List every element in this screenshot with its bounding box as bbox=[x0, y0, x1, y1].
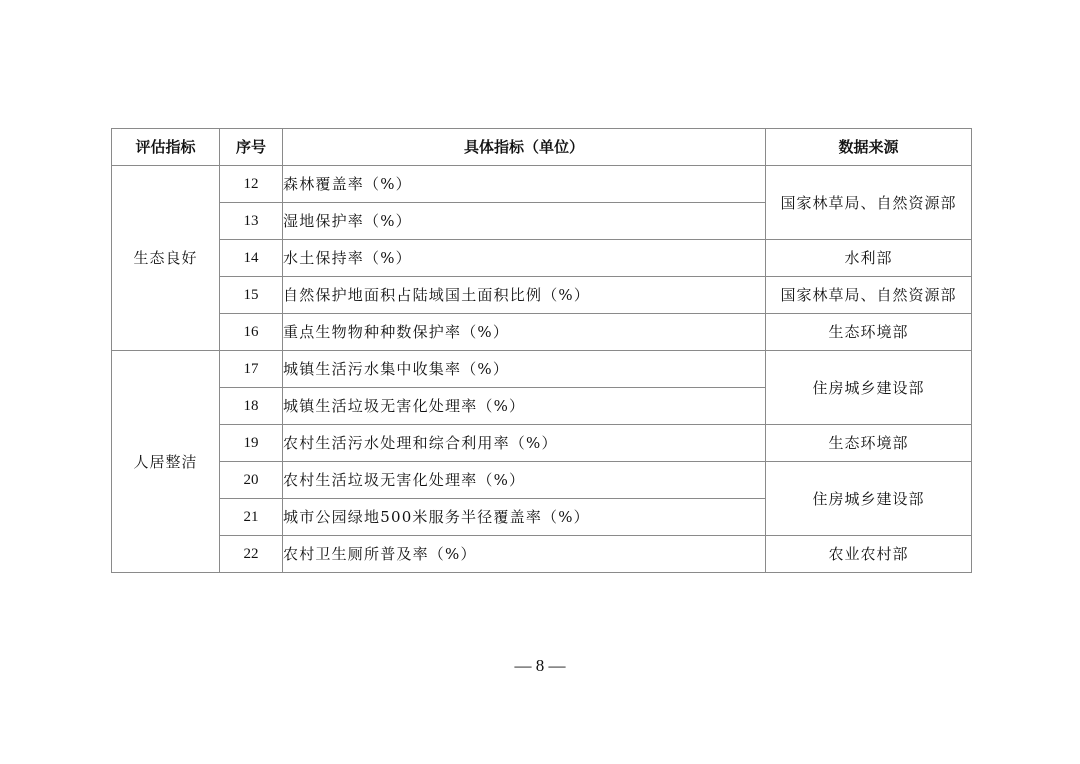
indicator-table bbox=[111, 128, 972, 573]
table-row bbox=[112, 277, 972, 314]
table-row bbox=[112, 536, 972, 573]
table-header-row bbox=[112, 129, 972, 166]
table-row bbox=[112, 314, 972, 351]
header-source: 数据来源 bbox=[766, 129, 972, 166]
indicator-cell: 城市公园绿地500米服务半径覆盖率（%） bbox=[283, 499, 766, 536]
indicator-cell: 重点生物物种种数保护率（%） bbox=[283, 314, 766, 351]
row-number: 13 bbox=[220, 203, 283, 240]
row-number: 19 bbox=[220, 425, 283, 462]
category-cell: 人居整洁 bbox=[112, 351, 220, 573]
indicator-cell: 农村卫生厕所普及率（%） bbox=[283, 536, 766, 573]
row-number: 12 bbox=[220, 166, 283, 203]
source-cell: 国家林草局、自然资源部 bbox=[766, 166, 972, 240]
indicator-cell: 农村生活垃圾无害化处理率（%） bbox=[283, 462, 766, 499]
row-number: 21 bbox=[220, 499, 283, 536]
table-row bbox=[112, 425, 972, 462]
row-number: 20 bbox=[220, 462, 283, 499]
indicator-cell: 自然保护地面积占陆域国土面积比例（%） bbox=[283, 277, 766, 314]
indicator-cell: 农村生活污水处理和综合利用率（%） bbox=[283, 425, 766, 462]
source-cell: 生态环境部 bbox=[766, 425, 972, 462]
source-cell: 水利部 bbox=[766, 240, 972, 277]
table-row bbox=[112, 351, 972, 388]
source-cell: 国家林草局、自然资源部 bbox=[766, 277, 972, 314]
table-row bbox=[112, 462, 972, 499]
source-cell: 生态环境部 bbox=[766, 314, 972, 351]
category-cell: 生态良好 bbox=[112, 166, 220, 351]
row-number: 18 bbox=[220, 388, 283, 425]
row-number: 15 bbox=[220, 277, 283, 314]
source-cell: 住房城乡建设部 bbox=[766, 462, 972, 536]
source-cell: 农业农村部 bbox=[766, 536, 972, 573]
row-number: 16 bbox=[220, 314, 283, 351]
indicator-cell: 水土保持率（%） bbox=[283, 240, 766, 277]
header-indicator: 具体指标（单位） bbox=[283, 129, 766, 166]
indicator-cell: 城镇生活垃圾无害化处理率（%） bbox=[283, 388, 766, 425]
table-row bbox=[112, 166, 972, 203]
row-number: 17 bbox=[220, 351, 283, 388]
row-number: 22 bbox=[220, 536, 283, 573]
page-number: — 8 — bbox=[514, 656, 566, 675]
row-number: 14 bbox=[220, 240, 283, 277]
source-cell: 住房城乡建设部 bbox=[766, 351, 972, 425]
indicator-cell: 城镇生活污水集中收集率（%） bbox=[283, 351, 766, 388]
indicator-cell: 湿地保护率（%） bbox=[283, 203, 766, 240]
header-category: 评估指标 bbox=[112, 129, 220, 166]
table-row bbox=[112, 240, 972, 277]
header-number: 序号 bbox=[220, 129, 283, 166]
indicator-cell: 森林覆盖率（%） bbox=[283, 166, 766, 203]
